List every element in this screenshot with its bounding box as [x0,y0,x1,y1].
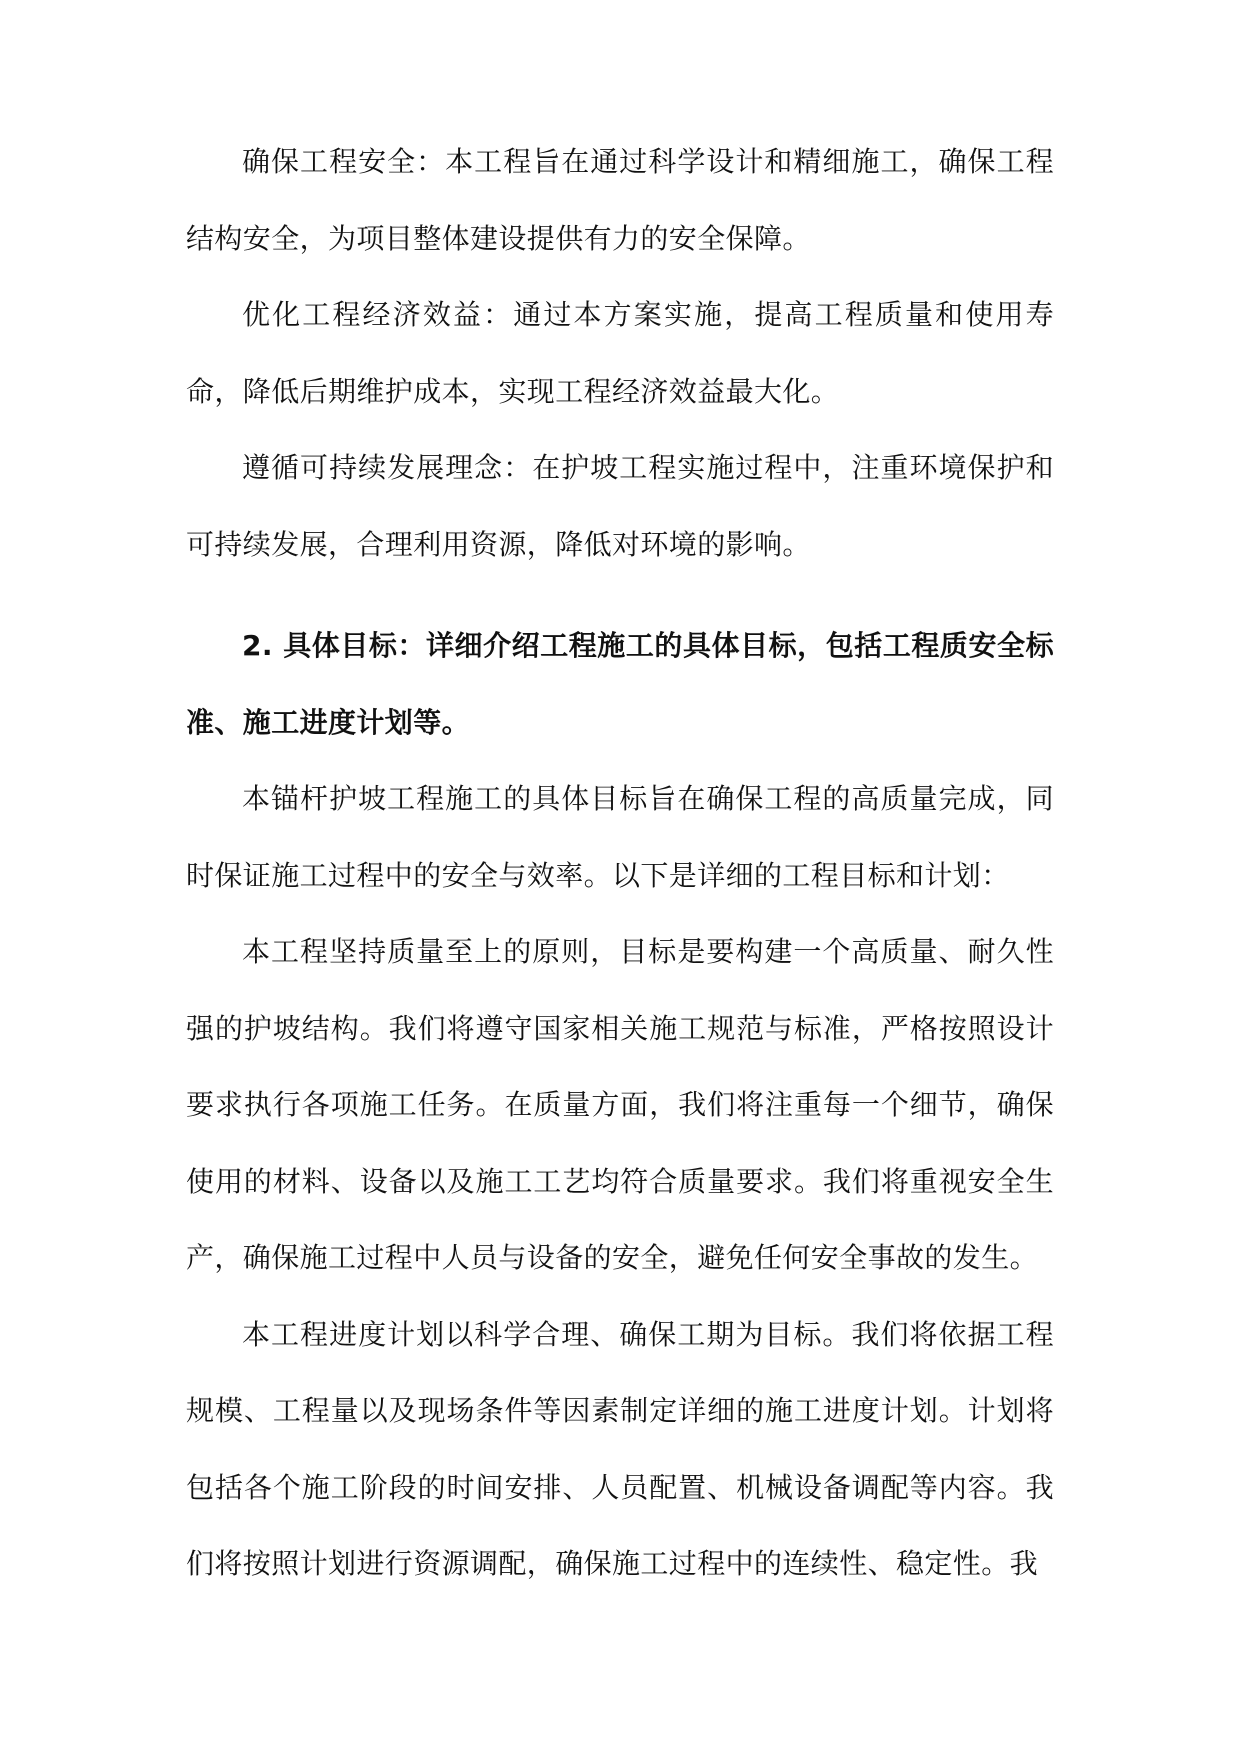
document-body [186,124,1054,1603]
paragraph-schedule-plan: 本工程进度计划以科学合理、确保工期为目标。我们将依据工程规模、工程量以及现场条件等因素制定详细的施工进度计划。计划将包括各个施工阶段的时间安排、人员配置、机械设备调配等内容。我们将按照计划进行资源调配，确保施工过程中的连续性、稳定性。我 [186,1317,1054,1580]
paragraph-sustainable-development: 遵循可持续发展理念：在护坡工程实施过程中，注重环境保护和可持续发展，合理利用资源，降低对环境的影响。 [186,451,1054,561]
paragraph-economic-benefit: 优化工程经济效益：通过本方案实施，提高工程质量和使用寿命，降低后期维护成本，实现工程经济效益最大化。 [186,298,1054,408]
paragraph-quality-goal: 本工程坚持质量至上的原则，目标是要构建一个高质量、耐久性强的护坡结构。我们将遵守国家相关施工规范与标准，严格按照设计要求执行各项施工任务。在质量方面，我们将注重每一个细节，确保使用的材料、设备以及施工工艺均符合质量要求。我们将重视安全生产，确保施工过程中人员与设备的安全，避免任何安全事故的发生。 [186,935,1054,1274]
paragraph-goal-intro: 本锚杆护坡工程施工的具体目标旨在确保工程的高质量完成，同时保证施工过程中的安全与效率。以下是详细的工程目标和计划： [186,782,1054,892]
section-heading-specific-goals: 2. 具体目标：详细介绍工程施工的具体目标，包括工程质安全标准、施工进度计划等。 [186,629,1054,739]
paragraph-engineering-safety: 确保工程安全：本工程旨在通过科学设计和精细施工，确保工程结构安全，为项目整体建设提供有力的安全保障。 [186,145,1054,255]
